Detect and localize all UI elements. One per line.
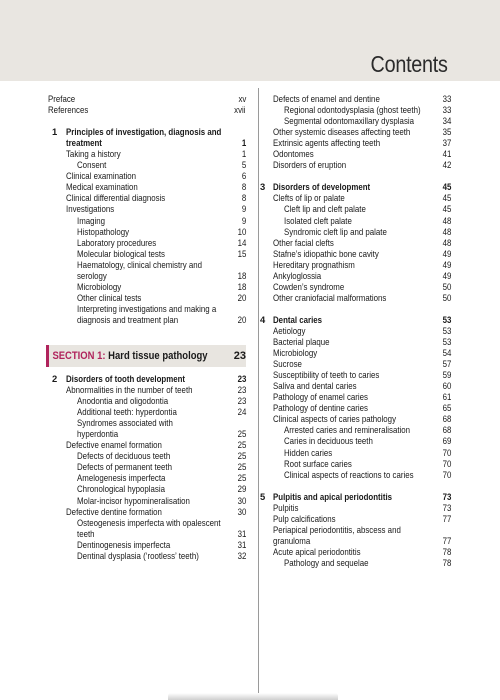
toc-page-number: 73 — [442, 490, 451, 502]
toc-entry[interactable] — [273, 369, 451, 380]
toc-entry-title: Cleft lip and cleft palate — [284, 203, 366, 215]
toc-entry-title: Microbiology — [77, 280, 122, 292]
toc-entry-title: Cowden’s syndrome — [273, 280, 345, 292]
toc-entry-title: Defects of deciduous teeth — [77, 450, 171, 462]
toc-page-number: 48 — [442, 214, 451, 226]
toc-page-number: 53 — [442, 313, 451, 325]
toc-chapter-number: 5 — [260, 490, 266, 502]
toc-entry[interactable] — [48, 303, 246, 314]
toc-entry-title: diagnosis and treatment plan — [77, 313, 179, 325]
toc-entry-title: Anodontia and oligodontia — [77, 395, 169, 407]
toc-entry[interactable] — [273, 137, 451, 148]
toc-entry-title: Aetiology — [273, 324, 306, 336]
toc-entry[interactable] — [273, 215, 451, 226]
toc-entry-title: Consent — [77, 159, 107, 171]
toc-entry-title: Extrinsic agents affecting teeth — [273, 137, 381, 149]
toc-entry[interactable] — [273, 557, 451, 568]
toc-chapter-title: Principles of investigation, diagnosis and — [66, 126, 222, 138]
toc-entry-title: Caries in deciduous teeth — [284, 435, 373, 447]
toc-entry-title: Abnormalities in the number of teeth — [66, 384, 193, 396]
toc-page-number: 29 — [237, 483, 246, 495]
toc-entry-title: Other facial clefts — [273, 236, 334, 248]
toc-entry-title: Microbiology — [273, 347, 318, 359]
toc-entry[interactable] — [48, 417, 246, 428]
toc-entry[interactable] — [48, 517, 246, 528]
toc-page-number: 73 — [442, 501, 451, 513]
toc-entry-title: Molar-incisor hypomineralisation — [77, 494, 190, 506]
toc-entry[interactable] — [48, 539, 246, 550]
toc-entry-title: Osteogenesis imperfecta with opalescent — [77, 516, 221, 528]
toc-entry[interactable] — [273, 281, 451, 292]
toc-entry-title: Hidden caries — [284, 446, 333, 458]
toc-entry-title: granuloma — [273, 534, 311, 546]
toc-entry[interactable] — [48, 93, 246, 104]
toc-entry-title: Defects of enamel and dentine — [273, 93, 380, 104]
toc-page-number: 77 — [442, 512, 451, 524]
toc-page-number: 60 — [442, 380, 451, 392]
toc-entry-title: Investigations — [66, 203, 115, 215]
section-page-number: 23 — [233, 349, 246, 362]
toc-entry[interactable] — [273, 513, 451, 524]
spacer — [48, 115, 246, 126]
toc-page-number: 45 — [442, 181, 451, 193]
toc-entry[interactable] — [48, 461, 246, 472]
toc-entry-title: Sucrose — [273, 358, 302, 370]
toc-page-number: 70 — [442, 457, 451, 469]
toc-entry[interactable] — [273, 391, 451, 402]
toc-entry[interactable] — [273, 424, 451, 435]
toc-entry[interactable] — [48, 395, 246, 406]
toc-entry-title: Other craniofacial malformations — [273, 291, 387, 303]
toc-page-number: 50 — [442, 291, 451, 303]
toc-entry-title: Additional teeth: hyperdontia — [77, 406, 177, 418]
toc-page-number: 18 — [237, 280, 246, 292]
toc-entry[interactable] — [48, 159, 246, 170]
toc-page-number: 8 — [241, 181, 246, 193]
toc-entry[interactable] — [273, 203, 451, 214]
toc-entry[interactable] — [273, 237, 451, 248]
toc-entry[interactable] — [273, 458, 451, 469]
toc-entry-title: Medical examination — [66, 181, 138, 193]
toc-entry-title: Defective dentine formation — [66, 505, 162, 517]
toc-entry-title: Other clinical tests — [77, 291, 142, 303]
toc-page-number: 1 — [241, 148, 246, 160]
toc-entry[interactable] — [48, 270, 246, 281]
toc-page-number: 70 — [442, 446, 451, 458]
toc-page-number: 34 — [442, 115, 451, 127]
toc-entry[interactable] — [48, 281, 246, 292]
toc-page-number: 68 — [442, 413, 451, 425]
toc-entry[interactable] — [48, 314, 246, 325]
toc-entry-title: Acute apical periodontitis — [273, 545, 361, 557]
toc-chapter-entry[interactable] — [260, 313, 451, 325]
toc-page-number: 59 — [442, 369, 451, 381]
toc-entry-title: Segmental odontomaxillary dysplasia — [284, 115, 415, 127]
toc-page-number: 31 — [237, 527, 246, 539]
page-bottom-fragment — [168, 693, 338, 700]
toc-chapter-title: Disorders of development — [273, 181, 371, 193]
toc-entry-title: Clefts of lip or palate — [273, 192, 345, 204]
toc-entry[interactable] — [273, 93, 451, 104]
toc-entry[interactable] — [273, 292, 451, 303]
toc-chapter-entry[interactable] — [48, 137, 246, 148]
toc-entry[interactable] — [273, 535, 451, 546]
toc-page-number: 1 — [241, 137, 246, 149]
toc-chapter-title: Dental caries — [273, 313, 323, 325]
toc-page-number: 33 — [442, 104, 451, 116]
toc-page-number: 30 — [237, 494, 246, 506]
toc-page-number: 48 — [442, 225, 451, 237]
toc-page-number: 65 — [442, 402, 451, 414]
toc-page-number: 20 — [237, 313, 246, 325]
toc-entry[interactable] — [273, 115, 451, 126]
toc-page-number: 6 — [241, 170, 246, 182]
toc-entry-title: Susceptibility of teeth to caries — [273, 369, 380, 381]
toc-page-number: xv — [238, 93, 246, 104]
toc-entry[interactable] — [48, 226, 246, 237]
toc-chapter-number: 3 — [260, 181, 266, 193]
toc-page-number: 37 — [442, 137, 451, 149]
toc-entry-title: Pathology of dentine caries — [273, 402, 369, 414]
toc-entry[interactable] — [273, 469, 451, 480]
toc-entry[interactable] — [48, 450, 246, 461]
toc-entry[interactable] — [273, 524, 451, 535]
toc-page-number: 10 — [237, 225, 246, 237]
toc-entry-title: References — [48, 104, 89, 116]
toc-entry-title: teeth — [77, 527, 95, 539]
toc-chapter-title: Pulpitis and apical periodontitis — [273, 490, 393, 502]
toc-page-number: 45 — [442, 203, 451, 215]
toc-entry-title: Pulp calcifications — [273, 512, 336, 524]
toc-entry-title: Defective enamel formation — [66, 439, 162, 451]
toc-entry-title: Periapical periodontitis, abscess and — [273, 523, 401, 535]
toc-page-number: 53 — [442, 324, 451, 336]
toc-entry[interactable] — [273, 347, 451, 358]
toc-page-number: 70 — [442, 468, 451, 480]
toc-entry[interactable] — [273, 325, 451, 336]
toc-entry[interactable] — [48, 192, 246, 203]
toc-page-number: 35 — [442, 126, 451, 138]
toc-entry-title: Clinical aspects of reactions to caries — [284, 468, 414, 480]
toc-entry[interactable] — [48, 495, 246, 506]
toc-entry-title: Pathology and sequelae — [284, 556, 369, 568]
toc-entry[interactable] — [273, 413, 451, 424]
toc-entry-title: Molecular biological tests — [77, 247, 165, 259]
toc-page-number: 57 — [442, 358, 451, 370]
toc-entry-title: Arrested caries and remineralisation — [284, 424, 411, 436]
toc-entry-title: hyperdontia — [77, 428, 119, 440]
toc-entry-title: Bacterial plaque — [273, 336, 330, 348]
toc-page-number: 15 — [237, 247, 246, 259]
toc-entry-title: Clinical aspects of caries pathology — [273, 413, 397, 425]
toc-page-number: 30 — [237, 505, 246, 517]
toc-entry[interactable] — [48, 550, 246, 561]
toc-page-number: 9 — [241, 214, 246, 226]
toc-entry-title: Pathology of enamel caries — [273, 391, 368, 403]
toc-entry[interactable] — [273, 546, 451, 557]
toc-entry[interactable] — [48, 483, 246, 494]
toc-entry[interactable] — [273, 148, 451, 159]
toc-chapter-entry[interactable] — [48, 126, 246, 137]
toc-entry-title: Interpreting investigations and making a — [77, 302, 217, 314]
toc-page-number: 25 — [237, 450, 246, 462]
toc-chapter-number: 2 — [52, 372, 58, 384]
toc-page-number: 8 — [241, 192, 246, 204]
toc-page-number: 53 — [442, 336, 451, 348]
toc-entry[interactable] — [48, 384, 246, 395]
toc-entry-title: Odontomes — [273, 148, 314, 160]
toc-entry-title: Preface — [48, 93, 76, 104]
toc-entry[interactable] — [273, 336, 451, 347]
toc-page-number: 25 — [237, 428, 246, 440]
toc-page-number: 18 — [237, 269, 246, 281]
toc-entry-title: Taking a history — [66, 148, 121, 160]
toc-entry-title: Pulpitis — [273, 501, 299, 513]
toc-page-number: 49 — [442, 258, 451, 270]
toc-entry[interactable] — [273, 402, 451, 413]
toc-entry-title: Hereditary prognathism — [273, 258, 355, 270]
toc-page-number: 23 — [237, 384, 246, 396]
toc-entry[interactable] — [273, 447, 451, 458]
toc-page-number: 54 — [442, 347, 451, 359]
toc-page-number: 50 — [442, 280, 451, 292]
toc-page-number: 69 — [442, 435, 451, 447]
toc-entry-title: Dentinogenesis imperfecta — [77, 538, 171, 550]
toc-page-number: xvii — [234, 104, 246, 116]
toc-entry[interactable] — [48, 528, 246, 539]
toc-chapter-number: 1 — [52, 126, 58, 138]
toc-chapter-number: 4 — [260, 313, 266, 325]
spacer — [273, 480, 451, 491]
toc-entry-title: Defects of permanent teeth — [77, 461, 172, 473]
toc-chapter-entry[interactable] — [260, 181, 451, 193]
toc-entry[interactable] — [273, 192, 451, 203]
toc-page-number: 25 — [237, 461, 246, 473]
toc-entry[interactable] — [48, 237, 246, 248]
toc-entry[interactable] — [273, 226, 451, 237]
toc-entry[interactable] — [273, 435, 451, 446]
toc-entry[interactable] — [48, 181, 246, 192]
toc-entry-title: Saliva and dental caries — [273, 380, 357, 392]
toc-page-number: 32 — [237, 549, 246, 561]
toc-page-number: 9 — [241, 203, 246, 215]
toc-entry[interactable] — [48, 292, 246, 303]
toc-page-number: 20 — [237, 291, 246, 303]
toc-entry-title: Chronological hypoplasia — [77, 483, 166, 495]
toc-page-number: 24 — [237, 406, 246, 418]
toc-chapter-title: treatment — [66, 137, 102, 149]
toc-entry-title: Imaging — [77, 214, 106, 226]
toc-entry[interactable] — [48, 439, 246, 450]
toc-entry[interactable] — [273, 159, 451, 170]
toc-page-number: 14 — [237, 236, 246, 248]
spacer — [48, 325, 246, 345]
toc-entry-title: Amelogenesis imperfecta — [77, 472, 166, 484]
toc-entry-title: Laboratory procedures — [77, 236, 157, 248]
toc-entry-title: Clinical examination — [66, 170, 137, 182]
toc-entry[interactable] — [48, 203, 246, 214]
toc-entry-title: Other systemic diseases affecting teeth — [273, 126, 411, 138]
toc-page-number: 49 — [442, 247, 451, 259]
toc-page-number: 23 — [237, 395, 246, 407]
toc-entry-title: Root surface caries — [284, 457, 352, 469]
toc-entry-title: Stafne’s idiopathic bone cavity — [273, 247, 379, 259]
toc-entry[interactable] — [48, 248, 246, 259]
toc-entry-title: Haematology, clinical chemistry and — [77, 258, 203, 270]
section-banner — [46, 345, 246, 367]
toc-entry[interactable] — [48, 406, 246, 417]
toc-page-number: 41 — [442, 148, 451, 160]
toc-entry[interactable] — [48, 170, 246, 181]
toc-entry[interactable] — [273, 126, 451, 137]
toc-entry[interactable] — [273, 104, 451, 115]
toc-entry[interactable] — [273, 270, 451, 281]
toc-entry[interactable] — [273, 259, 451, 270]
toc-page-number: 68 — [442, 424, 451, 436]
toc-entry[interactable] — [48, 215, 246, 226]
toc-entry[interactable] — [273, 380, 451, 391]
toc-page-number: 61 — [442, 391, 451, 403]
toc-entry[interactable] — [48, 428, 246, 439]
toc-page-number: 33 — [442, 93, 451, 104]
toc-entry[interactable] — [48, 259, 246, 270]
toc-page-number: 25 — [237, 472, 246, 484]
toc-left-column — [48, 93, 246, 561]
toc-entry[interactable] — [273, 358, 451, 369]
toc-page-number: 48 — [442, 236, 451, 248]
toc-entry-title: Isolated cleft palate — [284, 214, 352, 226]
toc-entry-title: Syndromes associated with — [77, 417, 173, 429]
toc-page-number: 5 — [241, 159, 246, 171]
page-title: Contents — [370, 51, 448, 77]
toc-page-number: 45 — [442, 192, 451, 204]
toc-entry[interactable] — [48, 506, 246, 517]
toc-entry-title: Ankyloglossia — [273, 269, 322, 281]
spacer — [273, 170, 451, 181]
toc-page-number: 77 — [442, 534, 451, 546]
toc-entry-title: Syndromic cleft lip and palate — [284, 225, 387, 237]
toc-entry-title: Disorders of eruption — [273, 159, 347, 171]
toc-page-number: 78 — [442, 556, 451, 568]
toc-page-number: 31 — [237, 538, 246, 550]
toc-page-number: 78 — [442, 545, 451, 557]
toc-right-column — [260, 93, 451, 568]
section-label: SECTION 1: — [52, 349, 106, 362]
toc-page-number: 49 — [442, 269, 451, 281]
column-divider — [258, 88, 259, 700]
section-title: Hard tissue pathology — [108, 349, 208, 362]
toc-entry[interactable] — [48, 472, 246, 483]
spacer — [273, 303, 451, 314]
toc-chapter-entry[interactable] — [48, 373, 246, 384]
toc-entry[interactable] — [48, 148, 246, 159]
toc-entry-title: Histopathology — [77, 225, 130, 237]
toc-entry[interactable] — [273, 248, 451, 259]
toc-chapter-title: Disorders of tooth development — [66, 372, 186, 384]
toc-entry[interactable] — [48, 104, 246, 115]
toc-entry-title: Regional odontodysplasia (ghost teeth) — [284, 104, 421, 116]
toc-chapter-entry[interactable] — [260, 490, 451, 502]
toc-page-number: 23 — [237, 372, 246, 384]
toc-entry-title: Clinical differential diagnosis — [66, 192, 166, 204]
toc-entry[interactable] — [273, 502, 451, 513]
toc-entry-title: serology — [77, 269, 107, 281]
toc-entry-title: Dentinal dysplasia (‘rootless’ teeth) — [77, 549, 199, 561]
toc-page-number: 25 — [237, 439, 246, 451]
toc-page-number: 42 — [442, 159, 451, 171]
